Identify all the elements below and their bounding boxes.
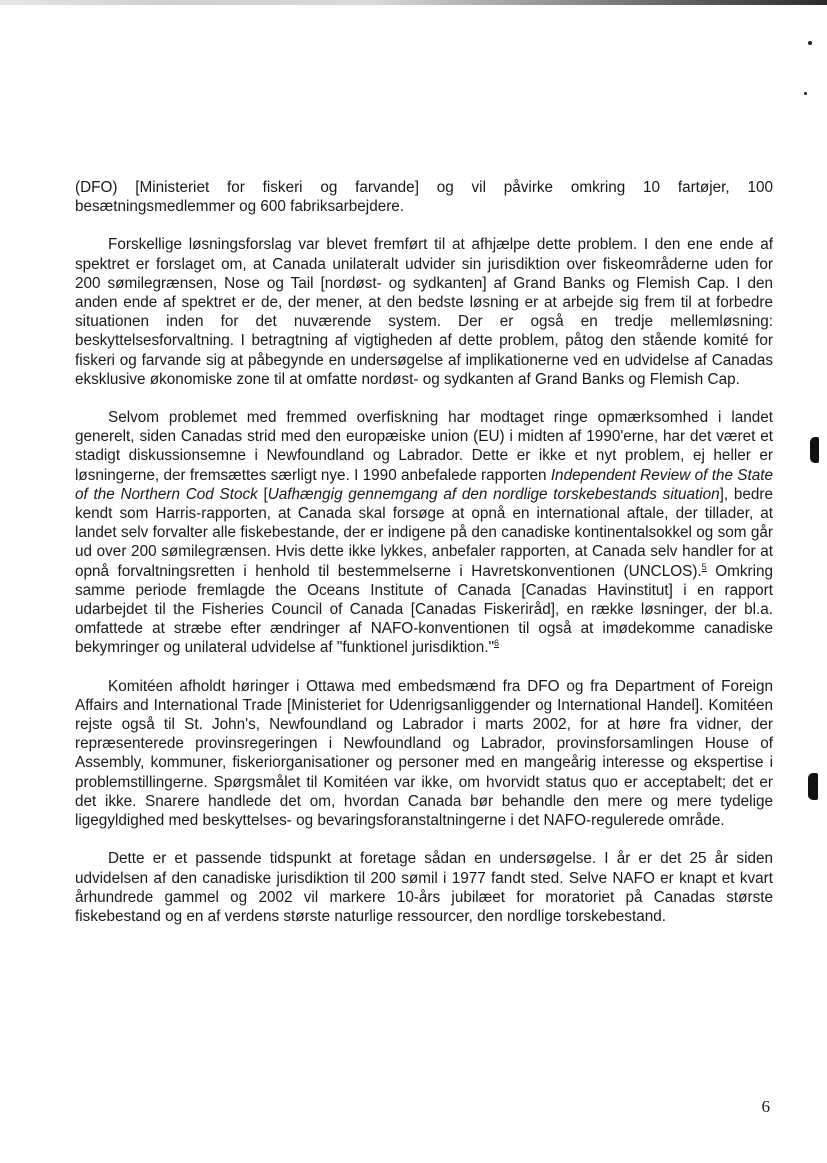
text-run: Dette er et passende tidspunkt at foretage sådan en undersøgelse. I år er det 25 år siden udvidelsen af den canadiske jurisdiktion til 200 sømil i 1977 fandt sted. Selve NAFO er knapt et kvart århundrede gammel og 2002 vil markere 10-års jubilæet for moratoriet på Canadas største fiskebestand og en af verdens største naturlige ressourcer, den nordlige torskebestand.	[75, 850, 773, 925]
text-run: ], bedre kendt som Harris-rapporten, at Canada skal forsøge at opnå en international aftale, der tillader, at landet selv forvalter alle fiskebestande, der er indigene på den canadiske kontinentalsokkel og som går ud over 200 sømilegrænsen. Hvis dette ikke lykkes, anbefaler rapporten, at Canada selv handler for at opnå forvaltningsretten i henhold til bestemmelserne i Havretskonventionen (UNCLOS).	[75, 485, 774, 580]
text-run: Omkring samme periode fremlagde the Oceans Institute of Canada [Canadas Havinstitut] i en rapport udarbejdet til the Fisheries Council of Canada [Canadas Fiskeriråd], en række løsninger, der bl.a. omfattede at stræbe efter ændringer af NAFO-konventionen til også at imødekomme canadiske bekymringer og unilateral udvidelse af "funktionel jurisdiktion."	[75, 562, 773, 657]
document-body	[75, 178, 773, 945]
scan-speck	[808, 41, 812, 45]
scan-speck	[804, 92, 807, 95]
paragraph-p1	[75, 178, 773, 216]
scan-top-edge	[0, 0, 827, 5]
text-run: Forskellige løsningsforslag var blevet fremført til at afhjælpe dette problem. I den ene ende af spektret er forslaget om, at Canada unilateralt udvider sin jurisdiktion over fiskeområderne uden for 200 sømilegrænsen, Nose og Tail [nordøst- og sydkanten] af Grand Banks og Flemish Cap. I den anden ende af spektret er de, der mener, at den bedste løsning er at arbejde sig frem til at forbedre situationen inden for det nuværende system. Der er også en tredje mellemløsning: beskyttelsesforvaltning. I betragtning af vigtigheden af dette problem, påtog den stående komité for fiskeri og farvande sig at påbegynde en undersøgelse af implikationerne ved en udvidelse af Canadas eksklusive økonomiske zone til at omfatte nordøst- og sydkanten af Grand Banks og Flemish Cap.	[75, 236, 773, 388]
page-number: 6	[761, 1097, 770, 1116]
text-run: Komitéen afholdt høringer i Ottawa med embedsmænd fra DFO og fra Department of Foreign Affairs and International Trade [Ministeriet for Udenrigsanliggender og International Handel]. Komitéen rejste også til St. John's, Newfoundland og Labrador i marts 2002, for at høre fra vidner, der repræsenterede provinsregeringen i Newfoundland og Labrador, provinsforsamlingen House of Assembly, kommuner, fiskeriorganisationer og personer med en mangeårig interesse og ekspertise i problemstillingerne. Spørgsmålet til Komitéen var ikke, om hvorvidt status quo er acceptabelt; det er det ikke. Snarere handlede det om, hvordan Canada bør behandle den mere og mere tydelige ligegyldighed med beskyttelses- og bevaringsforanstaltningerne i det NAFO-regulerede område.	[75, 677, 773, 830]
punch-hole-mark	[810, 437, 819, 463]
paragraph-p4	[75, 677, 773, 831]
paragraph-p5	[75, 849, 773, 926]
text-run: Selvom problemet med fremmed overfiskning har modtaget ringe opmærksomhed i landet generelt, siden Canadas strid med den europæiske union (EU) i midten af 1990'erne, har det været et stadigt diskussionsemne i Newfoundland og Labrador. Dette er ikke et nyt problem, ej heller er løsningerne, der fremsættes særligt nye. I 1990 anbefalede rapporten	[75, 409, 773, 484]
text-run: (DFO) [Ministeriet for fiskeri og farvande] og vil påvirke omkring 10 fartøjer, 100 besætningsmedlemmer og 600 fabriksarbejdere.	[75, 179, 773, 216]
footnote-reference: 5	[701, 561, 707, 572]
italic-title: Uafhængig gennemgang af den nordlige torskebestands situation	[267, 485, 720, 503]
italic-title: Independent Review of the State of the Northern Cod Stock	[75, 466, 773, 503]
paragraph-p3	[75, 408, 773, 658]
footnote-reference: 6	[494, 638, 500, 649]
punch-hole-mark	[808, 773, 818, 800]
text-run: [	[257, 485, 268, 503]
paragraph-p2	[75, 235, 773, 389]
